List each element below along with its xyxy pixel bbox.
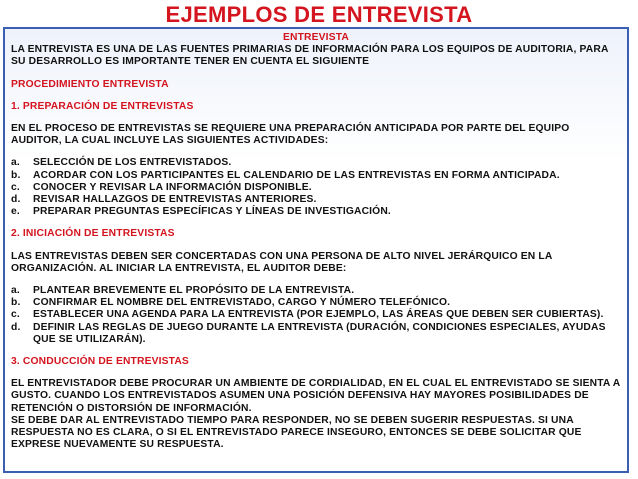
section2-title: 2. INICIACIÓN DE ENTREVISTAS (11, 228, 175, 240)
list-marker: c. (11, 309, 20, 321)
list-item (11, 170, 621, 182)
list-item (11, 322, 621, 346)
content-panel (3, 27, 629, 473)
list-item-text: PREPARAR PREGUNTAS ESPECÍFICAS Y LÍNEAS DE INVESTIGACIÓN. (33, 206, 391, 218)
list-marker: e. (11, 206, 20, 218)
list-item-text: PLANTEAR BREVEMENTE EL PROPÓSITO DE LA ENTREVISTA. (33, 285, 355, 297)
list-item (11, 206, 621, 218)
list-marker: d. (11, 321, 21, 333)
slide-title: EJEMPLOS DE ENTREVISTA (165, 2, 473, 27)
list-marker: d. (11, 194, 21, 206)
procedure-title: PROCEDIMIENTO ENTREVISTA (11, 78, 169, 90)
list-item-text: ACORDAR CON LOS PARTICIPANTES EL CALENDARIO DE LAS ENTREVISTAS EN FORMA ANTICIPADA. (33, 169, 560, 181)
list-item-text: REVISAR HALLAZGOS DE ENTREVISTAS ANTERIORES. (33, 194, 317, 206)
section1-text: EN EL PROCESO DE ENTREVISTAS SE REQUIERE UNA PREPARACIÓN ANTICIPADA POR PARTE DEL EQUIPO AUDITOR, LA CUAL INCLUYE LAS SIGUIENTES ACTIVIDADES: (11, 123, 570, 147)
list-marker: a. (11, 157, 20, 169)
list-item (11, 182, 621, 194)
list-item (11, 157, 621, 169)
list-item-text: SELECCIÓN DE LOS ENTREVISTADOS. (33, 157, 232, 169)
section2-text: LAS ENTREVISTAS DEBEN SER CONCERTADAS CON UNA PERSONA DE ALTO NIVEL JERÁRQUICO EN LA ORGANIZACIÓN. AL INICIAR LA ENTREVISTA, EL AUDITOR DEBE: (11, 250, 553, 274)
section1-list (11, 157, 621, 218)
list-marker: b. (11, 297, 21, 309)
list-item (11, 309, 621, 321)
list-item-text: CONFIRMAR EL NOMBRE DEL ENTREVISTADO, CARGO Y NÚMERO TELEFÓNICO. (33, 297, 451, 309)
section2-list (11, 285, 621, 346)
list-item (11, 297, 621, 309)
list-marker: b. (11, 169, 21, 181)
list-item-text: ESTABLECER UNA AGENDA PARA LA ENTREVISTA (POR EJEMPLO, LAS ÁREAS QUE DEBEN SER CUBIERTAS). (33, 309, 604, 321)
section3-text2: SE DEBE DAR AL ENTREVISTADO TIEMPO PARA RESPONDER, NO SE DEBEN SUGERIR RESPUESTAS. SI UNA RESPUESTA NO ES CLARA, O SI EL ENTREVISTADO PARECE INSEGURO, ENTONCES SE DEBE SOLICITAR QUE EXPRESE NUEVAMENTE SU RESPUESTA. (11, 414, 582, 451)
list-item-text: DEFINIR LAS REGLAS DE JUEGO DURANTE LA ENTREVISTA (DURACIÓN, CONDICIONES ESPECIALES, AYUDAS QUE SE UTILIZARÁN). (33, 321, 606, 345)
list-marker: a. (11, 285, 20, 297)
intro-paragraph: LA ENTREVISTA ES UNA DE LAS FUENTES PRIMARIAS DE INFORMACIÓN PARA LOS EQUIPOS DE AUDITORIA, PARA SU DESARROLLO ES IMPORTANTE TENER EN CUENTA EL SIGUIENTE (11, 44, 609, 68)
section1-title: 1. PREPARACIÓN DE ENTREVISTAS (11, 100, 194, 112)
section3-text1: EL ENTREVISTADOR DEBE PROCURAR UN AMBIENTE DE CORDIALIDAD, EN EL CUAL EL ENTREVISTADO SE SIENTA A GUSTO. CUANDO LOS ENTREVISTADOS ASUMEN UNA POSICIÓN DEFENSIVA HAY MAYORES POSIBILIDADES DE RETENCIÓN O DISTORSIÓN DE INFORMACIÓN. (11, 378, 620, 414)
list-item-text: CONOCER Y REVISAR LA INFORMACIÓN DISPONIBLE. (33, 181, 312, 193)
section3-title: 3. CONDUCCIÓN DE ENTREVISTAS (11, 356, 189, 368)
panel-heading: ENTREVISTA (283, 32, 349, 43)
list-item (11, 194, 621, 206)
list-marker: c. (11, 181, 20, 193)
list-item (11, 285, 621, 297)
